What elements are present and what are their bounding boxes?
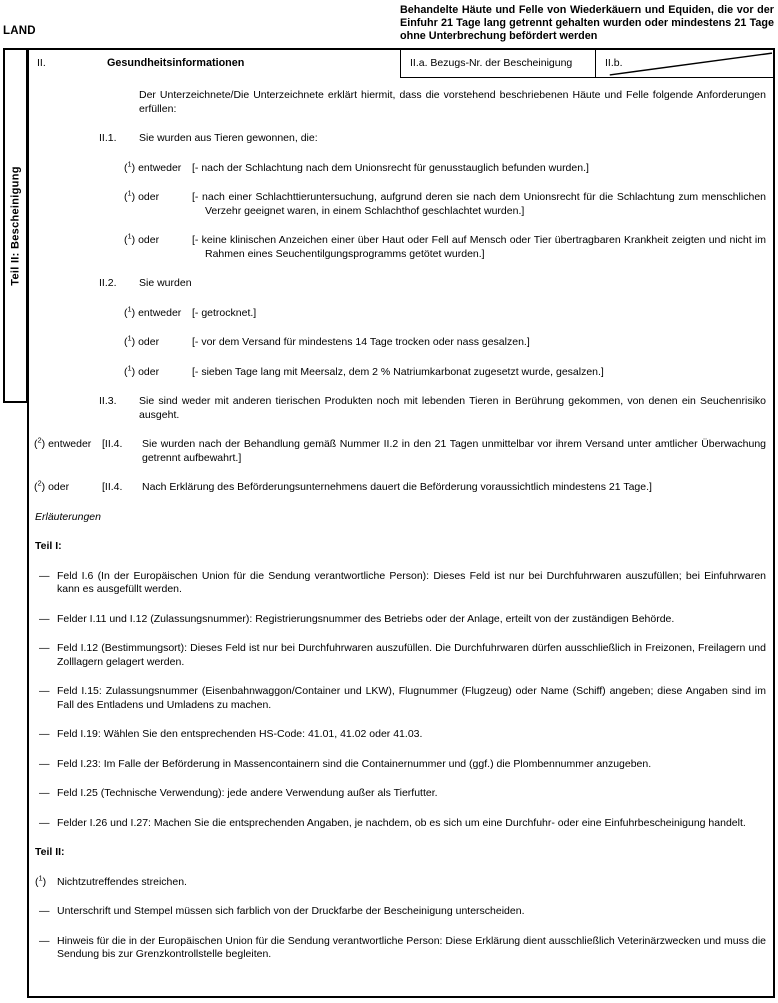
note-text: Feld I.25 (Technische Verwendung): jede andere Verwendung außer als Tierfutter. <box>57 787 438 799</box>
note-item <box>39 817 766 831</box>
item-text: Sie wurden <box>139 277 192 289</box>
option-text: Nach Erklärung des Beförderungsunternehmens dauert die Beförderung voraussichtlich mindestens 21 Tage.] <box>142 481 652 493</box>
option-row <box>124 333 766 350</box>
note-item <box>39 728 766 742</box>
option-label: oder <box>138 336 160 348</box>
certificate-body <box>29 78 773 962</box>
option-text: [- vor dem Versand für mindestens 14 Tage trocken oder nass gesalzen.] <box>192 336 530 348</box>
notes-heading: Erläuterungen <box>35 510 101 523</box>
note-text: Feld I.12 (Bestimmungsort): Dieses Feld ist nur bei Durchfuhrwaren auszufüllen. Die Durchfuhrwaren dürfen ausschließlich in Freizonen, Freilagern und Zolllagern gelagert werden. <box>57 642 766 668</box>
option-text: [- sieben Tage lang mit Meersalz, dem 2 % Natriumkarbonat zugesetzt wurde, gesalzen.] <box>192 365 604 378</box>
footnote-marker: ($^1$) <box>124 304 136 319</box>
dash-bullet: — <box>39 642 50 654</box>
item-number: II.3. <box>99 395 117 407</box>
dash-bullet: — <box>39 757 50 770</box>
reference-number-cell: II.a. Bezugs-Nr. der Bescheinigung <box>400 50 595 78</box>
dash-bullet: — <box>39 816 50 829</box>
iib-cell <box>595 50 773 78</box>
footnote-marker: ($^1$) <box>35 873 47 888</box>
note-text: Feld I.6 (In der Europäischen Union für die Sendung verantwortliche Person): Dieses Feld ist nur bei Durchfuhrwaren auszufüllen; bei Einfuhrwaren kann es ausgefüllt werden. <box>57 569 766 595</box>
note-text: Felder I.11 und I.12 (Zulassungsnummer): Registrierungsnummer des Betriebs oder der Anlage, erteilt von der zuständigen Behörde. <box>57 612 675 625</box>
footnote-row <box>35 873 766 890</box>
option-label: entweder <box>48 438 92 450</box>
note-item <box>39 905 766 919</box>
footnote-marker: ($^1$) <box>124 363 136 378</box>
footnote-text: Nichtzutreffendes streichen. <box>57 875 187 888</box>
declaration-intro: Der Unterzeichnete/Die Unterzeichnete erklärt hiermit, dass die vorstehend beschriebenen Häute und Felle folgende Anforderungen erfüllen: <box>139 89 766 115</box>
part-ii-side-label: Teil II: Bescheinigung <box>8 165 21 286</box>
item-ii2 <box>99 277 766 291</box>
option-label: oder <box>138 191 160 203</box>
option-row <box>124 304 766 321</box>
note-text: Feld I.23: Im Falle der Beförderung in Massencontainern sind die Containernummer und (ggf.) die Plombennummer anzugeben. <box>57 757 652 770</box>
footnote-marker: ($^1$) <box>124 159 136 174</box>
option-text: [- getrocknet.] <box>192 306 257 319</box>
dash-bullet: — <box>39 612 50 625</box>
item-number: [II.4. <box>102 438 123 450</box>
option-row <box>124 188 766 218</box>
dash-bullet: — <box>39 905 50 917</box>
note-item <box>39 787 766 801</box>
item-ii1 <box>99 132 766 146</box>
footnote-marker: ($^1$) <box>124 231 136 246</box>
note-item <box>39 935 766 962</box>
option-text: Sie wurden nach der Behandlung gemäß Nummer II.2 in den 21 Tagen unmittelbar vor ihrem Versand unter amtlicher Überwachung getrennt aufbewahrt.] <box>142 438 766 464</box>
item-text: Sie sind weder mit anderen tierischen Produkten noch mit lebenden Tieren in Berührung gekommen, von denen ein Seuchenrisiko ausgeht. <box>139 395 766 421</box>
section-number: II. <box>37 57 46 69</box>
option-row <box>124 231 766 261</box>
dash-bullet: — <box>39 569 50 582</box>
option-label: entweder <box>138 161 182 174</box>
footnote-marker: ($^1$) <box>124 333 136 348</box>
note-item <box>39 642 766 669</box>
option-label: oder <box>138 234 160 246</box>
item-ii4-option-row <box>34 435 766 465</box>
item-ii4-option-row <box>34 478 766 495</box>
certificate-table <box>27 48 775 998</box>
note-item <box>39 685 766 712</box>
item-number: [II.4. <box>102 481 123 493</box>
dash-bullet: — <box>39 934 50 947</box>
section-title: Gesundheitsinformationen <box>107 57 245 69</box>
option-text: [- nach einer Schlachttieruntersuchung, aufgrund deren sie nach dem Unionsrecht für die Schlachtung zum menschlichen Verzehr geeignet waren, in einem Schlachthof geschlachtet wurden.] <box>192 191 766 217</box>
option-text: [- nach der Schlachtung nach dem Unionsrecht für genusstauglich befunden wurden.] <box>192 161 589 174</box>
dash-bullet: — <box>39 685 50 697</box>
dash-bullet: — <box>39 728 50 740</box>
option-row <box>124 363 766 380</box>
footnote-marker: ($^2$) <box>34 435 46 450</box>
option-label: oder <box>48 481 70 493</box>
note-text: Unterschrift und Stempel müssen sich farblich von der Druckfarbe der Bescheinigung unterscheiden. <box>57 905 525 917</box>
iib-label: II.b. <box>605 57 623 69</box>
note-text: Feld I.19: Wählen Sie den entsprechenden HS-Code: 41.01, 41.02 oder 41.03. <box>57 728 423 740</box>
option-text: [- keine klinischen Anzeichen einer über Haut oder Fell auf Mensch oder Tier übertragbaren Krankheit zeigten und nicht im Rahmen eines Seuchentilgungsprogramms getötet wurden.] <box>192 234 766 260</box>
note-item <box>39 570 766 597</box>
diagonal-strike-line <box>596 50 773 77</box>
note-item <box>39 613 766 627</box>
item-number: II.1. <box>99 132 117 144</box>
footnote-marker: ($^2$) <box>34 478 46 493</box>
section-header-cell <box>29 50 400 78</box>
part-ii-side-box <box>3 48 28 403</box>
document-title: Behandelte Häute und Felle von Wiederkäuern und Equiden, die vor der Einfuhr 21 Tage lang getrennt gehalten wurden oder mindestens 21 Tage ohne Unterbrechung befördert werden <box>400 4 774 42</box>
item-text: Sie wurden aus Tieren gewonnen, die: <box>139 132 318 144</box>
dash-bullet: — <box>39 787 50 799</box>
note-item <box>39 758 766 772</box>
note-text: Felder I.26 und I.27: Machen Sie die entsprechenden Angaben, je nachdem, ob es sich um eine Durchfuhr- oder eine Einfuhrbescheinigung handelt. <box>57 816 746 829</box>
note-text: Hinweis für die in der Europäischen Union für die Sendung verantwortliche Person: Diese Erklärung dient ausschließlich Veterinärzwecken und muss die Sendung bis zur Grenzkontrollstelle begleiten. <box>57 934 766 960</box>
note-text: Feld I.15: Zulassungsnummer (Eisenbahnwaggon/Container und LKW), Flugnummer (Flugzeug) oder Name (Schiff) angeben; diese Angaben sind im Fall des Entladens und Umladens zu machen. <box>57 685 766 711</box>
part-i-heading: Teil I: <box>35 540 62 552</box>
item-number: II.2. <box>99 277 117 289</box>
option-label: oder <box>138 365 160 378</box>
footnote-marker: ($^1$) <box>124 188 136 203</box>
item-ii3 <box>99 395 766 422</box>
part-ii-heading: Teil II: <box>35 846 65 858</box>
table-header-row <box>29 50 773 78</box>
option-row <box>124 159 766 176</box>
option-label: entweder <box>138 306 182 319</box>
country-label: LAND <box>3 25 36 37</box>
